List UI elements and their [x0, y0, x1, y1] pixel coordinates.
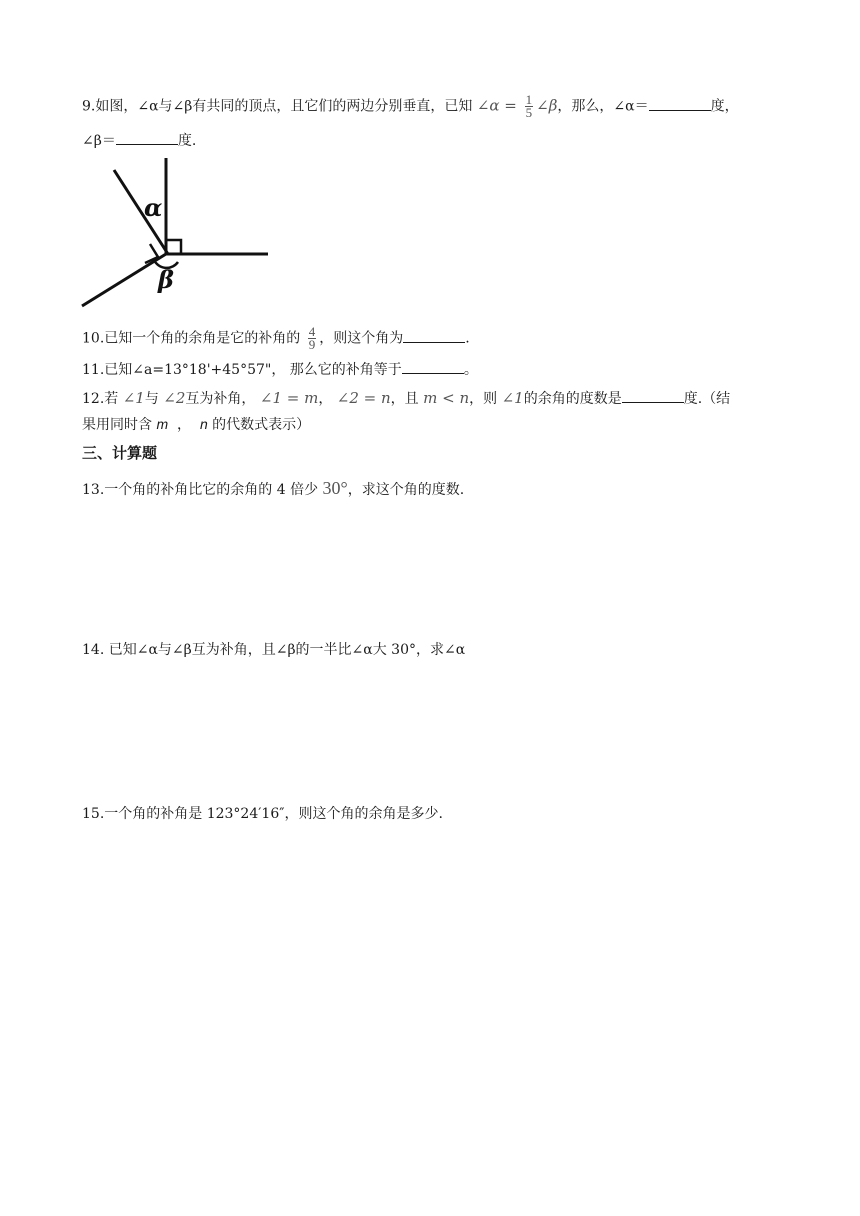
q12-equation-2: ∠2 = n — [336, 389, 391, 407]
q12-line2-text-b: ， — [168, 417, 200, 433]
alpha-label: α — [144, 193, 163, 222]
q9-text-2: ，那么，∠α＝ — [557, 98, 649, 115]
q9-math-rhs: ∠β — [536, 96, 558, 115]
q11-text-2: 。 — [463, 362, 478, 378]
q12-text-8: 度.（结 — [683, 391, 731, 407]
q11-answer-blank[interactable] — [402, 359, 464, 374]
q12-text-5: ，且 — [390, 391, 424, 407]
q12-var-n: n — [199, 416, 208, 432]
q13-text-2: ，求这个角的度数. — [347, 482, 465, 498]
q12-var-m: m — [156, 416, 169, 432]
q9-fraction — [525, 94, 534, 119]
q12-angle-2: ∠2 — [163, 389, 186, 407]
q12-line2-text-c: 的代数式表示） — [207, 417, 311, 433]
q12-angle-1: ∠1 — [122, 389, 145, 407]
q12-text-1: 12.若 — [82, 391, 123, 407]
q12-equation-1: ∠1 = m — [259, 389, 319, 407]
q9-line2-text-2: 度. — [177, 133, 197, 149]
q9-frac-den: 5 — [525, 105, 533, 120]
question-10 — [82, 326, 470, 351]
question-14: 14. 已知∠α与∠β互为补角，且∠β的一半比∠α大 30°，求∠α — [82, 642, 466, 658]
q10-text-1: 10.已知一个角的余角是它的补角的 — [82, 330, 305, 347]
q12-text-2: 与 — [144, 391, 164, 407]
beta-lower-ray — [82, 254, 166, 306]
q12-angle-3: ∠1 — [501, 389, 524, 407]
q12-line2-text-a: 果用同时含 — [82, 417, 157, 433]
beta-label: β — [158, 265, 174, 294]
q12-answer-blank[interactable] — [622, 388, 684, 403]
q10-answer-blank[interactable] — [403, 328, 465, 343]
q9-line2-text-1: ∠β＝ — [82, 133, 116, 149]
q10-fraction — [308, 326, 317, 351]
q9-text-1: 9.如图，∠α与∠β有共同的顶点，且它们的两边分别垂直，已知 — [82, 98, 477, 115]
q12-text-3: 互为补角， — [185, 391, 260, 407]
question-9-line-2 — [82, 130, 196, 151]
question-15: 15.一个角的补角是 123°24′16″，则这个角的余角是多少. — [82, 806, 443, 822]
q9-text-3: 度， — [710, 98, 739, 115]
q9-answer-blank-alpha[interactable] — [649, 96, 711, 111]
q13-angle: 30° — [322, 478, 348, 498]
q10-text-3: . — [465, 330, 470, 347]
q9-answer-blank-beta[interactable] — [116, 130, 178, 145]
q12-text-7: 的余角的度数是 — [523, 391, 622, 407]
q13-text-1: 13.一个角的补角比它的余角的 4 倍少 — [82, 482, 323, 498]
q10-frac-num: 4 — [308, 324, 316, 339]
q10-frac-den: 9 — [308, 337, 316, 352]
q9-math-lhs: ∠α = — [476, 96, 522, 115]
q12-text-6: ，则 — [469, 391, 502, 407]
section-3-title: 三、计算题 — [82, 444, 158, 462]
q10-text-2: ，则这个角为 — [319, 330, 404, 347]
question-12-line-2 — [82, 414, 310, 435]
q11-text-1: 11.已知∠a=13°18'+45°57"， 那么它的补角等于 — [82, 362, 402, 378]
question-11 — [82, 359, 478, 380]
q12-inequality: m < n — [423, 389, 470, 407]
question-13 — [82, 478, 464, 500]
perpendicular-angles-figure — [80, 158, 270, 308]
q9-frac-num: 1 — [525, 92, 533, 107]
question-12-line-1 — [82, 388, 730, 409]
question-9-line-1 — [82, 94, 739, 119]
q12-text-4: ， — [318, 391, 337, 407]
